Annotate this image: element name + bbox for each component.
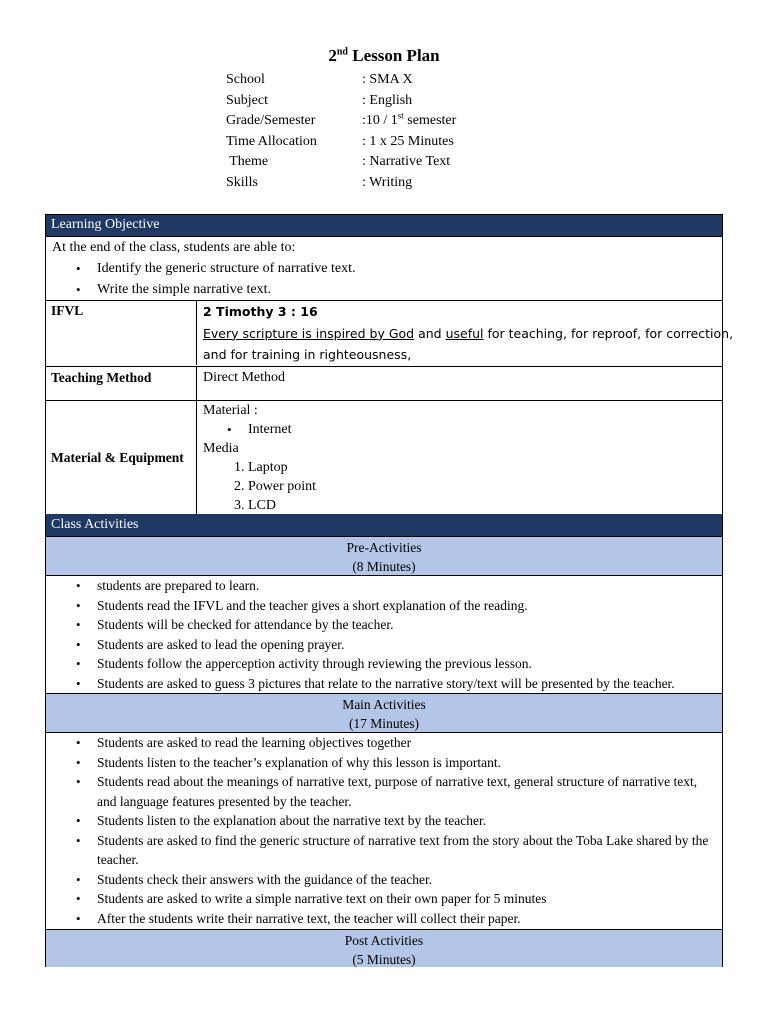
learning-objective-header: Learning Objective [46,215,722,236]
info-value: : Writing [362,174,413,190]
title-number: 2 [328,46,337,65]
info-label: Subject [226,92,268,108]
main-activities-list [46,733,722,928]
material-label: Material & Equipment [46,401,197,514]
info-label: Time Allocation [226,133,317,149]
learning-objective-list [52,258,722,300]
info-value: : 1 x 25 Minutes [362,133,454,149]
pre-activities-header [46,536,722,576]
info-value: : Narrative Text [362,154,451,169]
list-item: • Students follow the apperception activity through reviewing the previous lesson. [97,654,716,674]
teaching-method-value: Direct Method [203,370,286,385]
post-activities-duration: (5 Minutes) [352,952,416,967]
list-item: • Students are asked to read the learning objectives together [97,733,714,753]
learning-objective-intro: At the end of the class, students are able to: [52,240,296,255]
list-item: • Students are asked to find the generic structure of narrative text from the story about the Toba Lake shared by the teacher. [97,831,714,870]
material-list [203,420,722,439]
main-activities-duration: (17 Minutes) [348,716,420,731]
main-activities-title: Main Activities [342,697,426,712]
ifvl-verse-text: and [414,325,446,341]
list-item: • Students will be checked for attendance by the teacher. [97,615,716,635]
list-item: • Students are asked to lead the opening prayer. [97,635,716,655]
material-content [197,401,722,514]
main-activities-header [46,693,722,733]
list-item: • Internet [248,420,722,439]
ifvl-verse-line2: and for training in righteousness, [203,347,412,362]
ifvl-content [197,301,734,365]
list-item: 2. Power point [248,477,722,496]
pre-activities-title: Pre-Activities [346,540,422,555]
list-item: 3. LCD [248,496,722,515]
list-item: • Students read about the meanings of narrative text, purpose of narrative text, general structure of narrative text, and language features presented by the teacher. [97,772,714,811]
post-activities-header [46,929,722,967]
ifvl-label: IFVL [46,301,197,365]
list-item: • After the students write their narrative text, the teacher will collect their paper. [97,909,714,929]
post-activities-title: Post Activities [344,933,424,948]
list-item: • Write the simple narrative text. [97,279,722,300]
info-value: : SMA X [362,72,413,87]
list-item: • Students are asked to write a simple narrative text on their own paper for 5 minutes [97,889,714,909]
lesson-plan-table [45,214,734,967]
list-item: • Identify the generic structure of narrative text. [97,258,722,279]
ifvl-verse-underlined: Every scripture is inspired by God [203,325,415,341]
info-row-grade [226,111,456,132]
title-ordinal-suffix: nd [336,46,348,58]
teaching-method-label: Teaching Method [46,367,197,400]
info-row-skills [226,173,456,194]
ifvl-reference: 2 Timothy 3 : 16 [203,304,318,319]
media-list [203,458,722,515]
info-value: : English [362,92,413,108]
material-title: Material : [203,403,258,418]
list-item: • Students listen to the explanation about the narrative text by the teacher. [97,811,714,831]
info-label: Skills [226,174,258,190]
list-item: • Students read the IFVL and the teacher gives a short explanation of the reading. [97,596,716,616]
info-label: Theme [226,154,269,169]
class-activities-header: Class Activities [46,514,722,536]
info-label: School [226,72,265,87]
main-activities-body [46,733,722,929]
media-title: Media [203,441,239,456]
list-item: • Students are asked to guess 3 pictures that relate to the narrative story/text will be presented by the teacher. [97,674,716,694]
info-label: Grade/Semester [226,113,316,128]
list-item: • Students listen to the teacher’s explanation of why this lesson is important. [97,753,714,773]
list-item: 1. Laptop [248,458,722,477]
list-item: • students are prepared to learn. [97,576,716,596]
info-row-time [226,132,456,153]
info-value-sup: st [397,110,404,121]
learning-objective-body [46,236,722,300]
info-row-school [226,70,456,91]
page-title [0,46,768,66]
title-text: Lesson Plan [352,46,440,65]
ifvl-verse-underlined: useful [445,325,484,341]
list-item: • Students check their answers with the guidance of the teacher. [97,870,714,890]
info-value: :10 / 1 [362,113,398,128]
ifvl-verse-text: for teaching, for reproof, for correction, [483,325,734,341]
info-row-theme [226,152,456,173]
ifvl-verse-line1 [203,323,734,345]
pre-activities-list [46,576,722,694]
lesson-info [226,70,456,193]
pre-activities-duration: (8 Minutes) [352,559,416,574]
info-value: semester [403,113,457,128]
pre-activities-body [46,576,722,693]
info-row-subject [226,91,456,112]
